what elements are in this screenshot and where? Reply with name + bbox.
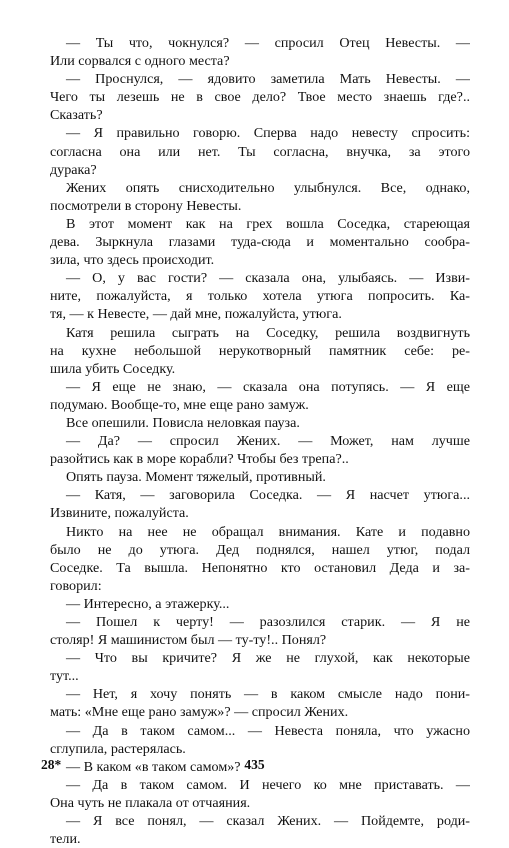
text-line: — Интересно, а этажерку...: [66, 595, 230, 612]
text-line: было не до утюга. Дед поднялся, нашел утюг, подал: [50, 541, 470, 558]
text-line: на кухне небольшой нерукотворный памятник себе: ре-: [50, 342, 470, 359]
text-line: дурака?: [50, 161, 97, 178]
text-line: столяр! Я машинистом был — ту-ту!.. Понял?: [50, 632, 327, 649]
text-line: — Да в таком самом. И нечего ко мне приставать. —: [66, 776, 470, 793]
text-line: Жених опять снисходительно улыбнулся. Все, однако,: [66, 179, 470, 196]
text-line: — Нет, я хочу понять — в каком смысле надо пони-: [66, 686, 470, 703]
text-line: тя, — к Невесте, — дай мне, пожалуйста, утюга.: [50, 306, 342, 323]
text-line: ните, пожалуйста, я только хотела утюга попросить. Ка-: [50, 288, 470, 305]
text-line: Или сорвался с одного места?: [50, 53, 230, 70]
text-line: — О, у вас гости? — сказала она, улыбаясь. — Изви-: [66, 270, 470, 287]
text-line: говорил:: [50, 577, 102, 594]
text-line: Сказать?: [50, 107, 103, 124]
text-line: мать: «Мне еще рано замуж»? — спросил Жених.: [50, 704, 349, 721]
page-footer: [0, 757, 509, 777]
text-line: Соседке. Та вышла. Непонятно кто остановил Деда и за-: [50, 559, 470, 576]
text-line: — В каком «в таком самом»?: [66, 758, 241, 775]
text-line: — Да в таком самом... — Невеста поняла, что ужасно: [66, 722, 470, 739]
text-line: Опять пауза. Момент тяжелый, противный.: [66, 469, 326, 486]
text-line: — Да? — спросил Жених. — Может, нам лучше: [66, 433, 470, 450]
body-text: [50, 34, 470, 848]
printer-signature-mark: 28*: [41, 757, 62, 772]
page-number: 435: [244, 757, 265, 772]
text-line: — Я все понял, — сказал Жених. — Пойдемте, роди-: [66, 813, 470, 830]
text-line: Катя решила сыграть на Соседку, решила воздвигнуть: [66, 324, 470, 341]
text-line: Все опешили. Повисла неловкая пауза.: [66, 414, 300, 431]
text-line: шила убить Соседку.: [50, 360, 176, 377]
text-line: — Что вы кричите? Я же не глухой, как некоторые: [66, 650, 470, 667]
text-line: посмотрели в сторону Невесты.: [50, 197, 242, 214]
text-line: — Я еще не знаю, — сказала она потупясь. — Я еще: [66, 378, 470, 395]
text-line: — Катя, — заговорила Соседка. — Я насчет утюга...: [66, 487, 470, 504]
text-line: Никто на нее не обращал внимания. Кате и подавно: [66, 523, 470, 540]
text-line: Она чуть не плакала от отчаяния.: [50, 794, 251, 811]
text-line: Чего ты лезешь не в свое дело? Твое место знаешь где?..: [50, 89, 470, 106]
text-line: сглупила, растерялась.: [50, 740, 186, 757]
text-line: зила, что здесь происходит.: [50, 252, 215, 269]
text-line: — Пошел к черту! — разозлился старик. — Я не: [66, 614, 470, 630]
text-line: В этот момент как на грех вошла Соседка, стареющая: [66, 215, 470, 232]
text-line: — Я правильно говорю. Сперва надо невесту спросить:: [66, 125, 470, 142]
text-line: разойтись как в море корабли? Чтобы без трепа?..: [50, 451, 349, 468]
text-line: тут...: [50, 668, 79, 685]
text-line: подумаю. Вообще-то, мне еще рано замуж.: [50, 396, 309, 413]
text-line: — Проснулся, — ядовито заметила Мать Невесты. —: [66, 71, 470, 88]
text-line: — Ты что, чокнулся? — спросил Отец Невесты. —: [66, 35, 470, 51]
text-line: тели.: [50, 831, 81, 848]
text-line: Извините, пожалуйста.: [50, 505, 189, 522]
text-line: согласна она или нет. Ты согласна, внучка, за этого: [50, 143, 470, 160]
text-line: дева. Зыркнула глазами туда-сюда и моментально сообра-: [50, 234, 470, 251]
